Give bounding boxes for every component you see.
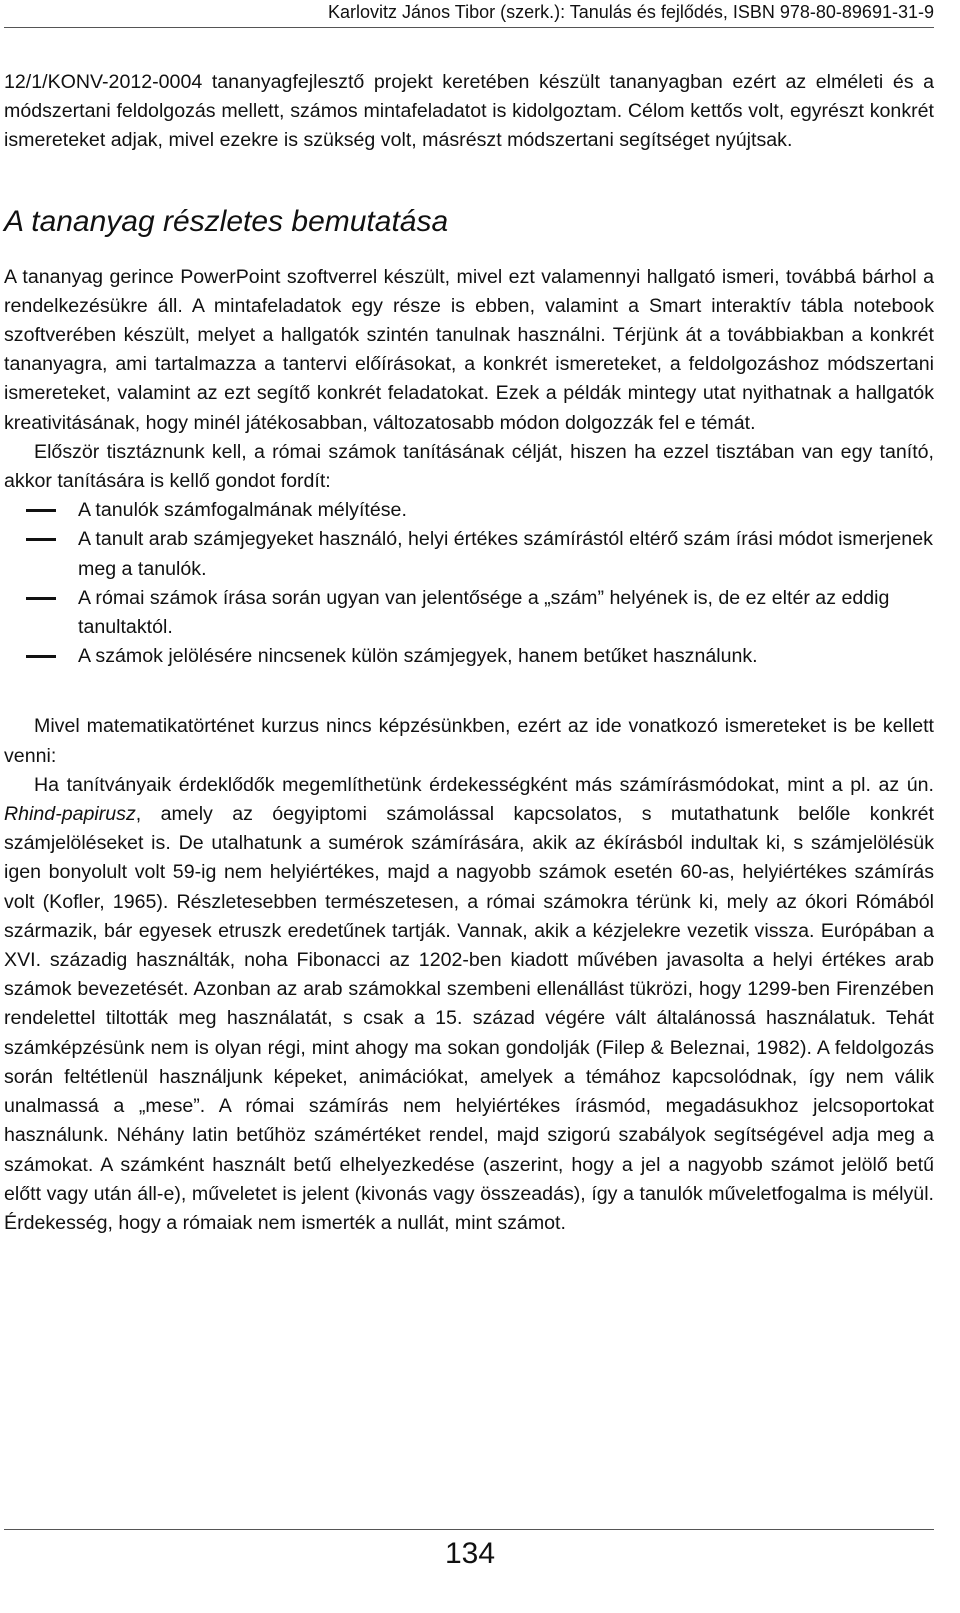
list-item: [4, 584, 934, 642]
dash-bullet-icon: [26, 655, 56, 658]
page-body: [4, 68, 934, 1238]
dash-bullet-icon: [26, 538, 56, 541]
footer-divider: [4, 1529, 934, 1530]
list-item-text: A tanult arab számjegyeket használó, helyi értékes számírástól eltérő szám írási módot ismerjenek meg a tanulók.: [78, 528, 933, 580]
intro-paragraph: 12/1/KONV-2012-0004 tananyagfejlesztő projekt keretében készült tananyagban ezért az elméleti és a módszertani feldolgozás mellett, számos mintafeladatot is kidolgoztam. Célom kettős volt, egyrészt konkrét ismereteket adjak, mivel ezekre is szükség volt, másrészt módszertani segítséget nyújtsak.: [4, 71, 934, 152]
list-item: [4, 642, 934, 671]
header-divider: [4, 27, 934, 28]
goals-intro-paragraph: Először tisztáznunk kell, a római számok tanításának célját, hiszen ha ezzel tisztában van egy tanító, akkor tanítására is kellő gondot fordít:: [4, 440, 934, 493]
history-paragraph: [4, 771, 934, 1238]
section-paragraph: A tananyag gerince PowerPoint szoftverrel készült, mivel ezt valamennyi hallgató ismeri, továbbá bárhol a rendelkezésükre áll. A mintafeladatok egy része is ebben, valamint a Smart interaktív tábla notebook szoftverében készült, melyet a hallgatók szintén tanulnak használni. Térjünk át a továbbiakban a konkrét tananyagra, ami tartalmazza a tantervi előírásokat, a konkrét ismereteket, a feldolgozáshoz módszertani ismereteket, valamint az ezt segítő konkrét feladatokat. Ezek a példák mintegy utat nyithatnak a hallgatók kreativitásának, hogy minél játékosabban, változatosabb módon dolgozzák fel e témát.: [4, 265, 934, 434]
list-item-text: A számok jelölésére nincsenek külön számjegyek, hanem betűket használunk.: [78, 645, 758, 668]
dash-bullet-icon: [26, 509, 56, 512]
list-item: [4, 525, 934, 583]
rhind-papyrus-term: Rhind-papirusz: [4, 803, 136, 826]
history-text-start: Ha tanítványaik érdeklődők megemlíthetünk érdekességként más számírásmódokat, mint a pl. az ún.: [34, 773, 934, 796]
running-header: Karlovitz János Tibor (szerk.): Tanulás és fejlődés, ISBN 978-80-89691-31-9: [328, 2, 934, 22]
history-intro-paragraph: Mivel matematikatörténet kurzus nincs képzésünkben, ezért az ide vonatkozó ismereteket is be kellett venni:: [4, 715, 934, 767]
history-text-rest: , amely az óegyiptomi számolással kapcsolatos, s mutathatunk belőle konkrét számjelöléseket is. De utalhatunk a sumérok számírására, akik az ékírásból indultak ki, s számjelölésük igen bonyolult volt 59-ig nem helyiértékes, majd a nagyobb számok esetén 60-as, helyiértékes számírás volt (Kofler, 1965). Részletesebben természetesen, a római számokra térünk ki, mely az ókori Rómából származik, bár egyesek etruszk eredetűnek tartják. Vannak, akik a kézjelekre vezetik vissza. Európában a XVI. századig használták, noha Fibonacci az 1202-ben kiadott művében javasolta a helyi értékes arab számok bevezetését. Azonban az arab számokkal szembeni ellenállást tükrözi, hogy 1299-ben Firenzében rendelettel tiltották meg használatát, s csak a 15. század végére vált általánossá használatuk. Tehát számképzésünk nem is olyan régi, mint ahogy ma sokan gondolják (Filep & Beleznai, 1982). A feldolgozás során feltétlenül használjunk képeket, animációkat, amelyek a témához kapcsolódnak, így nem válik unalmassá a „mese”. A római számírás nem helyiértékes írásmód, megadásukhoz jelcsoportokat használunk. Néhány latin betűhöz számértéket rendel, majd szigorú szabályok segítségével adja meg a számokat. A számként használt betű elhelyezkedése (aszerint, hogy a jel a nagyobb számot jelölő betű előtt vagy után áll-e), műveletet is jelent (kivonás vagy összeadás), így a tanulók műveletfogalma is mélyül. Érdekesség, hogy a rómaiak nem ismerték a nullát, mint számot.: [4, 803, 934, 1234]
dash-bullet-icon: [26, 597, 56, 600]
section-title: A tananyag részletes bemutatása: [4, 204, 449, 238]
goals-list: [4, 496, 934, 671]
list-item-text: A római számok írása során ugyan van jelentősége a „szám” helyének is, de ez eltér az eddig tanultaktól.: [78, 586, 890, 639]
list-item-text: A tanulók számfogalmának mélyítése.: [78, 499, 407, 522]
list-item: [4, 496, 934, 525]
page-number: 134: [444, 1537, 496, 1570]
paragraph-gap: [4, 671, 934, 712]
